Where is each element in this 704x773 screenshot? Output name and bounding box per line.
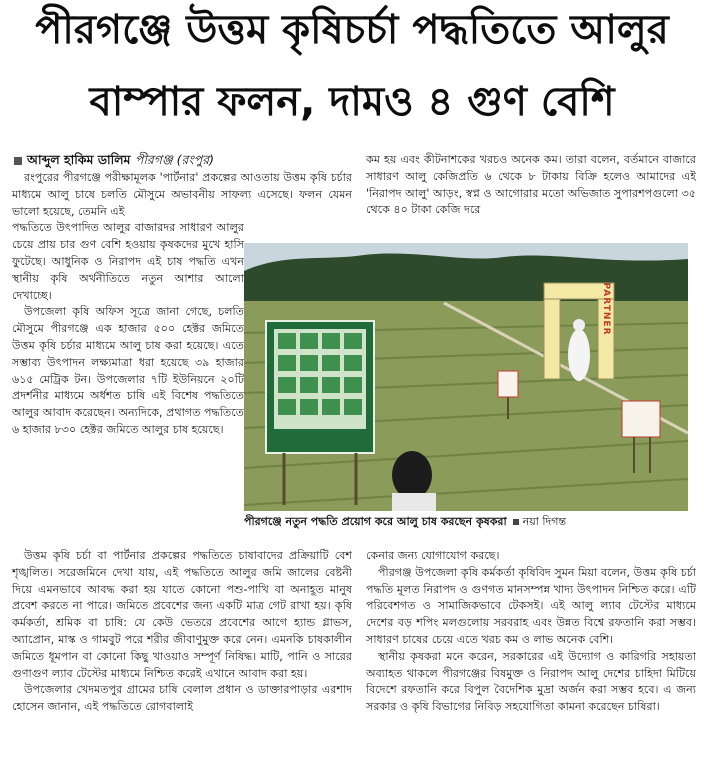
partner-banner-text: PARTNER (601, 282, 611, 336)
byline (14, 152, 214, 172)
article-column-right-bottom (366, 548, 696, 716)
headline-line-1: পীরগঞ্জে উত্তম কৃষিচর্চা পদ্ধতিতে আলুর (35, 7, 669, 53)
small-sign (498, 371, 518, 397)
right-sign (622, 401, 660, 437)
headline-line-2: বাম্পার ফলন, দামও ৪ গুণ বেশি (89, 79, 615, 125)
paragraph: স্থানীয় কৃষকরা মনে করেন, সরকারের এই উদ্যোগ ও কারিগরি সহায়তা অব্যাহত থাকলে পীরগঞ্জের বিষমুক্ত ও নিরাপদ আলু দেশের চাহিদা মিটিয়ে বিদেশে রফতানি করে বিপুল বৈদেশিক মুদ্রা অর্জন করা সম্ভব হবে। এ জন্য সরকার ও কৃষি বিভাগের নিবিড় সহযোগিতা কামনা করেছেন চাষিরা। (366, 649, 696, 714)
article-column-right-top (366, 152, 696, 219)
onlooker-shirt (392, 493, 436, 511)
caption-square-icon (513, 519, 519, 525)
narrow-text-block (12, 220, 244, 438)
author-location: পীরগঞ্জ (রংপুর) (134, 152, 215, 167)
paragraph: কম হয় এবং কীটনাশকের খরচও অনেক কম। তারা বলেন, বর্তমানে বাজারে সাধারণ আলু কেজিপ্রতি ৬ থেকে ৮ টাকায় বিক্রি হলেও আমাদের এই 'নিরাপদ আলু' আড়ং, স্বপ্ন ও আগোরার মতো অভিজাত সুপারশপগুলো ৩৫ থেকে ৪০ টাকা কেজি দরে (366, 153, 696, 217)
farmer-in-suit (568, 329, 590, 381)
tree-line (244, 253, 688, 305)
photo-caption (244, 513, 688, 532)
paragraph: কেনার জন্য যোগাযোগ করছে। (366, 549, 500, 562)
potato-field-illustration (244, 243, 688, 511)
author-name: আব্দুল হাকিম ডালিম (27, 152, 131, 167)
byline-square-icon (14, 157, 22, 165)
article-photo (244, 243, 688, 511)
paragraph: পদ্ধতিতে উৎপাদিত আলুর বাজারদর সাধারণ আলুর চেয়ে প্রায় চার গুণ বেশি হওয়ায় কৃষকদের মুখে হাসি ফুটেছে। আধুনিক ও নিরাপদ এই চাষ পদ্ধতি এখন স্থানীয় কৃষি অর্থনীতিতে নতুন আশার আলো দেখাচ্ছে। (12, 221, 244, 302)
paragraph: রংপুরের পীরগঞ্জে পরীক্ষামূলক 'পার্টনার' প্রকল্পের আওতায় উত্তম কৃষি চর্চার মাধ্যমে আলু চাষে চলতি মৌসুমে অভাবনীয় সাফল্য এসেছে। ফলন যেমন ভালো হয়েছে, তেমনি এই (12, 171, 352, 218)
paragraph: উপজেলা কৃষি অফিস সূত্রে জানা গেছে, চলতি মৌসুমে পীরগঞ্জে এক হাজার ৫০০ হেক্টর জমিতে উত্তম কৃষি চর্চার মাধ্যমে আলু চাষ করা হয়েছে। এতে সম্ভাব্য উৎপাদন লক্ষ্যমাত্রা ধরা হয়েছে ৩৯ হাজার ৬১৫ মেট্রিক টন। উপজেলার ৭টি ইউনিয়নে ২০টি প্রদর্শনীর মাধ্যমে অর্ধশত চাষি এই বিশেষ পদ্ধতিতে আলুর আবাদ করেছেন। অন্যদিকে, প্রথাগত পদ্ধতিতে ৬ হাজার ৮৩০ হেক্টর জমিতে আলুর চাষ হয়েছে। (12, 305, 244, 436)
paragraph: উপজেলার খেদমতপুর গ্রামের চাষি বেলাল প্রধান ও ডাক্তারপাড়ার এরশাদ হোসেন জানান, এই পদ্ধতিতে রোগবালাই (12, 683, 352, 714)
paragraph: উত্তম কৃষি চর্চা বা পার্টনার প্রকল্পের পদ্ধতিতে চাষাবাদের প্রক্রিয়াটি বেশ শৃঙ্খলিত। সরেজমিনে দেখা যায়, এই পদ্ধতিতে আলুর জমি জালের বেষ্টনী দিয়ে এমনভাবে আবদ্ধ করা হয় যাতে কোনো পশু-পাখি বা অনাহূত মানুষ প্রবেশ করতে না পারে। জমিতে প্রবেশের জন্য একটি মাত্র গেট রাখা হয়। কৃষি কর্মকর্তা, শ্রমিক বা চাষি: যে কেউ ভেতরে প্রবেশের আগে হ্যান্ড গ্লাভস, অ্যাপ্রোন, মাস্ক ও গামবুট পরে শরীর জীবাণুমুক্ত করে নেন। এমনকি চাষকালীন জমিতে ধূমপান বা কোনো কিছু খাওয়াও সম্পূর্ণ নিষিদ্ধ। মাটি, পানি ও সারের গুণাগুণ ল্যাব টেস্টের মাধ্যমে নিশ্চিত করেই এখানে আবাদ করা হয়। (12, 549, 352, 680)
caption-text: পীরগঞ্জে নতুন পদ্ধতি প্রয়োগ করে আলু চাষ করছেন কৃষকরা (244, 515, 507, 528)
article-column-left-bottom (12, 548, 352, 716)
left-banner (544, 299, 560, 379)
onlooker-head (392, 451, 432, 499)
paragraph: পীরগঞ্জ উপজেলা কৃষি কর্মকর্তা কৃষিবিদ সুমন মিয়া বলেন, উত্তম কৃষি চর্চা পদ্ধতি মূলত নিরাপদ ও গুণগত মানসম্পন্ন খাদ্য উৎপাদন নিশ্চিত করে। এটি পরিবেশগত ও সামাজিকভাবে টেকসই। এই আলু ল্যাব টেস্টের মাধ্যমে দেশের বড় শপিং মলগুলোয় সরবরাহ এবং উন্নত বিশ্বে রফতানি করা সম্ভব। সাধারণ চাষের চেয়ে এতে খরচ কম ও লাভ অনেক বেশি। (366, 565, 696, 646)
farmer-head (573, 319, 585, 331)
photo-credit: নয়া দিগন্ত (522, 515, 567, 528)
